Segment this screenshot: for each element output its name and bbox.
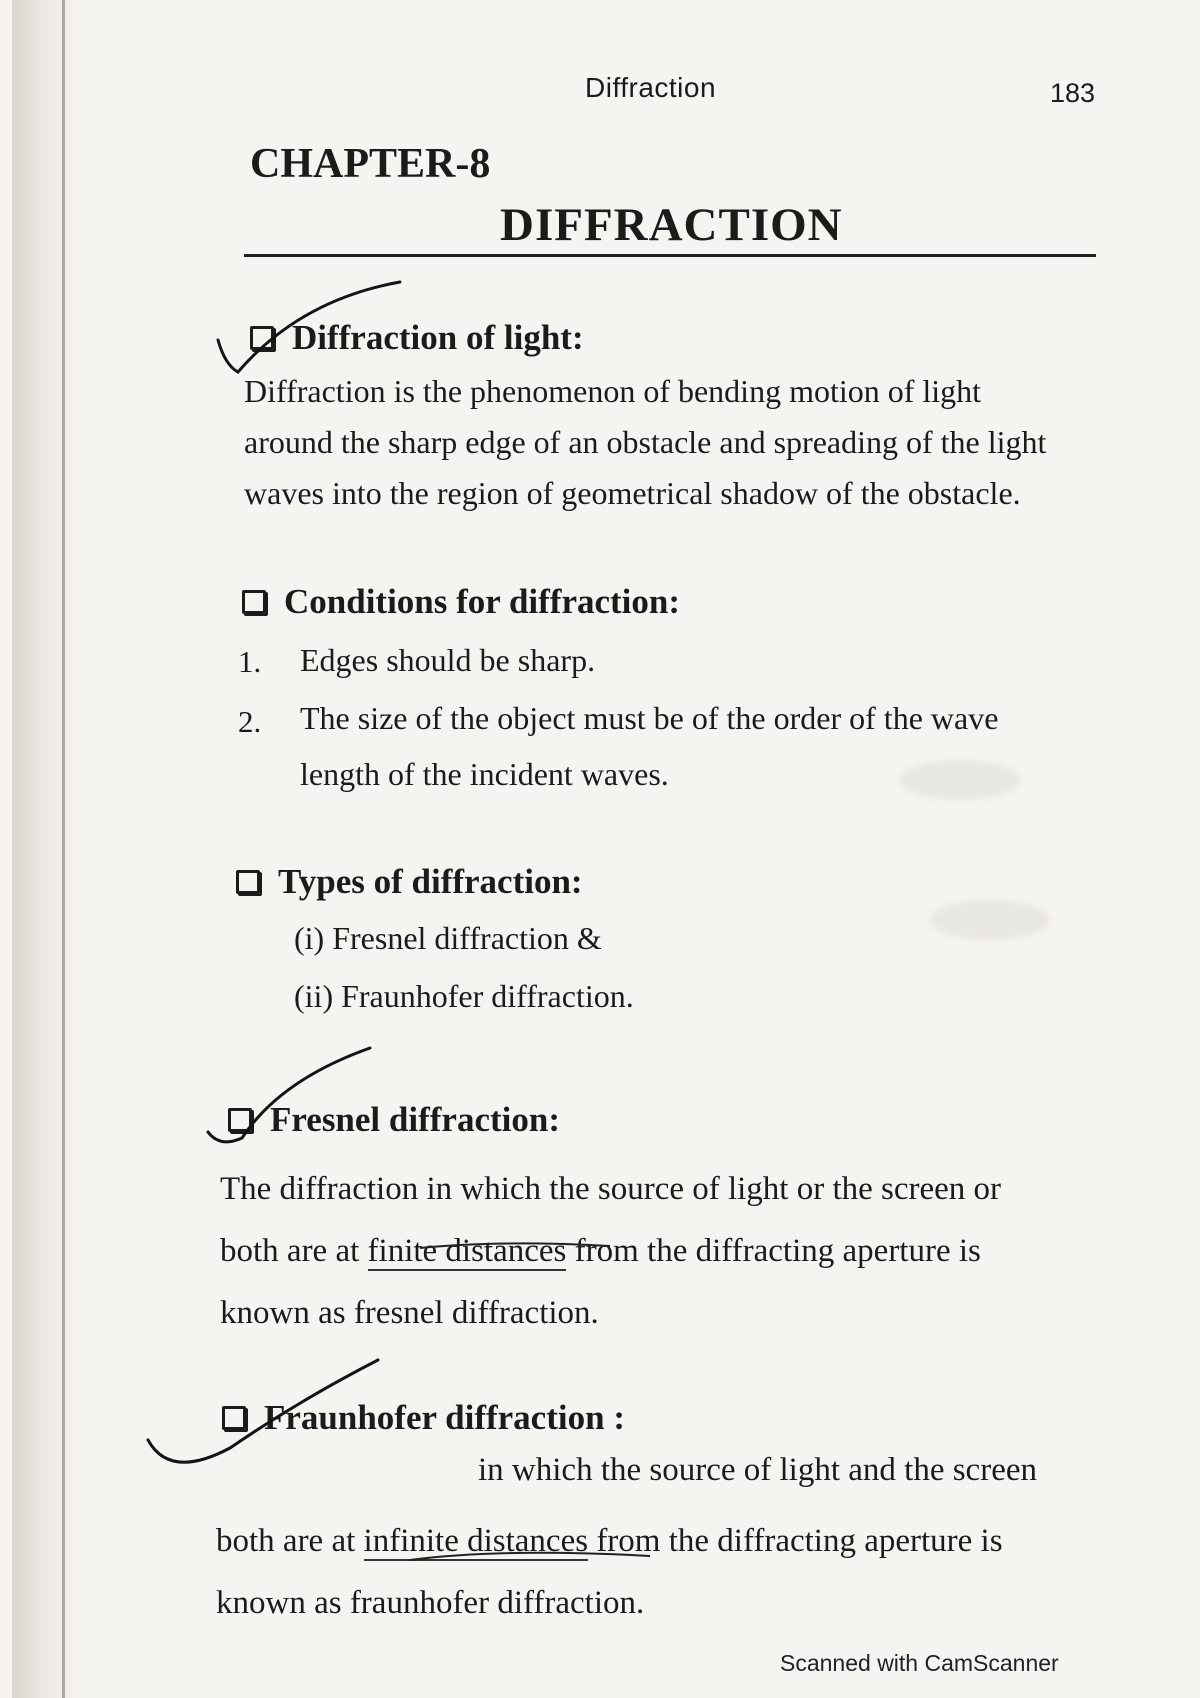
- paragraph-line: [216, 1510, 1136, 1572]
- paragraph-fraunhofer: [216, 1510, 1136, 1634]
- list-item-continuation: length of the incident waves.: [300, 756, 669, 792]
- heading-types: [236, 862, 583, 902]
- list-item: (ii) Fraunhofer diffraction.: [294, 978, 634, 1014]
- checkbox-icon: [236, 870, 260, 894]
- bleed-through-smudge: [930, 900, 1050, 940]
- paragraph-line: [220, 1220, 1125, 1282]
- heading-conditions: [242, 582, 680, 622]
- page-number: 183: [1050, 78, 1096, 108]
- underlined-phrase: infinite distances: [363, 1523, 589, 1559]
- list-item: The size of the object must be of the order of the wave: [300, 700, 999, 736]
- paragraph-line: waves into the region of geometrical shadow of the obstacle.: [244, 475, 1021, 511]
- paragraph-line: in which the source of light and the screen: [478, 1452, 1037, 1488]
- text-run: both are at: [220, 1233, 368, 1269]
- checkbox-icon: [242, 590, 266, 614]
- heading-text: Fraunhofer diffraction :: [264, 1398, 625, 1437]
- underlined-phrase: finite distances: [367, 1233, 567, 1269]
- paragraph-line: around the sharp edge of an obstacle and spreading of the light: [244, 424, 1047, 460]
- checkbox-icon: [228, 1108, 252, 1132]
- chapter-title: DIFFRACTION: [500, 199, 843, 251]
- heading-diffraction-of-light: [250, 318, 584, 358]
- list-number: 2.: [238, 704, 262, 739]
- checkbox-icon: [250, 326, 274, 350]
- checkbox-icon: [222, 1406, 246, 1430]
- running-title: Diffraction: [585, 72, 717, 103]
- text-run: from the diffracting aperture is: [588, 1523, 1003, 1559]
- binding-edge: [62, 0, 65, 1698]
- title-rule: [244, 254, 1096, 257]
- paragraph-line: The diffraction in which the source of light or the screen or: [220, 1171, 1002, 1207]
- paragraph-diffraction-definition: [244, 366, 1099, 519]
- heading-fresnel: [228, 1100, 560, 1140]
- paragraph-fresnel: [220, 1158, 1125, 1344]
- heading-text: Conditions for diffraction:: [284, 582, 681, 621]
- heading-text: Diffraction of light:: [292, 318, 584, 357]
- bleed-through-smudge: [900, 760, 1020, 800]
- heading-text: Types of diffraction:: [278, 862, 583, 901]
- paragraph-line: known as fresnel diffraction.: [220, 1295, 599, 1331]
- text-run: from the diffracting aperture is: [566, 1233, 981, 1269]
- heading-text: Fresnel diffraction:: [270, 1100, 560, 1139]
- list-item: (i) Fresnel diffraction &: [294, 920, 602, 956]
- heading-fraunhofer: [222, 1398, 625, 1438]
- paragraph-line: Diffraction is the phenomenon of bending motion of light: [244, 373, 982, 409]
- scanner-watermark: Scanned with CamScanner: [780, 1650, 1059, 1676]
- binding-shadow: [12, 0, 82, 1698]
- text-run: both are at: [216, 1523, 364, 1559]
- list-number: 1.: [238, 644, 262, 679]
- paragraph-line: known as fraunhofer diffraction.: [216, 1585, 645, 1621]
- list-item: Edges should be sharp.: [300, 642, 596, 678]
- chapter-label: CHAPTER-8: [250, 141, 491, 187]
